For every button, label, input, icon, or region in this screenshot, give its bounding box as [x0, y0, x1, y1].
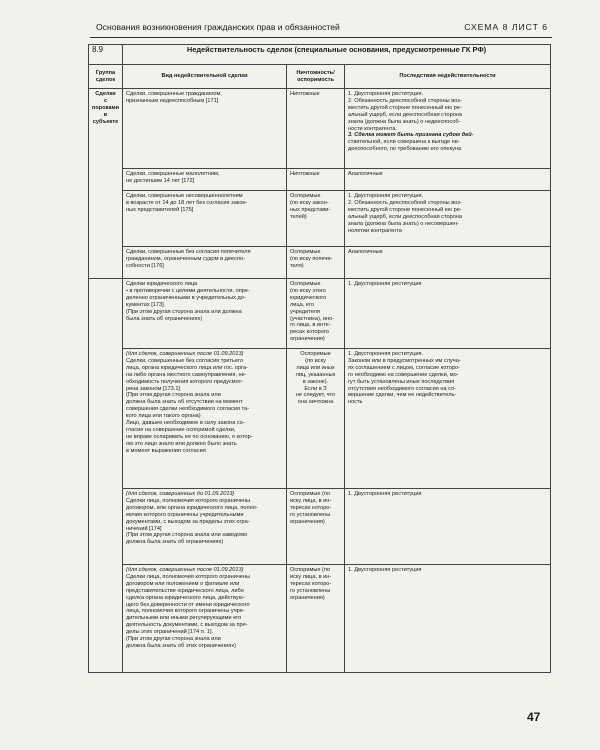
- table-row: [89, 89, 551, 169]
- consequences: Аналогичные: [345, 169, 551, 191]
- page-number: 47: [527, 710, 541, 724]
- nullity-status: Ничтожные: [287, 169, 345, 191]
- nullity-status: Оспоримые (по иску попечи- теля): [287, 247, 345, 279]
- table-title: Недействительность сделок (специальные основания, предусмотренные ГК РФ): [123, 45, 551, 65]
- nullity-status: Оспоримые (по иску лица, в ин- тересах которо- го установлены ограничения): [287, 489, 345, 565]
- transaction-type: Сделки, совершенные несовершеннолетним в возрасте от 14 до 18 лет без согласия закон- ных представителей [175]: [123, 191, 287, 247]
- table-row: [89, 279, 551, 349]
- nullity-status: Ничтожные: [287, 89, 345, 169]
- transaction-type: (для сделок, совершенных после 01.09.2013) Сделки, совершенные без согласия третьего лица, органа юридического лица или гос. орга- на либо органа местного самоуправления, не- обходимость получения которого предусмот- рена законом [173.1] (При этом другая сторона знала или должна была знать об отсутствии на момент совершения сделки необходимого согласия та- кого лица или такого органа) Лицо, давшее необходимое в силу закона со- гласие на совершение оспоримой сделки, не вправе оспаривать ее по основанию, о котор- ом это лицо знало или должно было знать в момент выражения согласия: [123, 349, 287, 489]
- consequences: 1. Двусторонняя реституция: [345, 279, 551, 349]
- nullity-status: Оспоримые (по иску лица или иных лиц, указанных в законе). Если в З не следует, что она ничтожна: [287, 349, 345, 489]
- consequences: Аналогичные: [345, 247, 551, 279]
- table-row: [89, 565, 551, 673]
- nullity-status: Оспоримые (по иску закон- ных представи- телей): [287, 191, 345, 247]
- transaction-type: Сделки, совершенные гражданином, признанным недееспособным [171]: [123, 89, 287, 169]
- consequences: 1. Двусторонняя реституция. 2. Обязанность дееспособной стороны воз- местить другой стороне понесенный ею ре- альный ущерб, если дееспособная сторона знала (должна была знать) о недееспособ- ности контрагента. 3. Сделка может быть признана судом дей- ствительной, если совершена к выгоде не- дееспособного, по требованию его опекуна: [345, 89, 551, 169]
- col-header-group: Группа сделок: [89, 65, 123, 89]
- header-rule: [90, 37, 552, 38]
- table-row: [89, 489, 551, 565]
- running-head-scheme: СХЕМА 8 ЛИСТ 6: [464, 22, 548, 32]
- nullity-status: Оспоримые (по иску этого юридического лица, его учредителя (участника), ино- го лица, в инте- ресах которого ограничения): [287, 279, 345, 349]
- transaction-type: (для сделок, совершенных до 01.09.2013) Сделки лица, полномочия которого ограничены договором, или органа юридического лица, полно- мочия которого ограничены учредительными документами, с выходом за пределы этих огра- ничений [174] (При этом другая сторона знала или заведомо должна была знать об ограничениях): [123, 489, 287, 565]
- table-number: 8.9: [89, 45, 123, 65]
- running-head-title: Основания возникновения гражданских прав и обязанностей: [96, 22, 340, 32]
- consequences: 1. Двусторонняя реституция. 2. Обязанность дееспособной стороны воз- местить другой стороне понесенный ею ре- альный ущерб, если дееспособная сторона знала (должна была знать) о несовершен- нолетии контрагента: [345, 191, 551, 247]
- column-header-row: [89, 65, 551, 89]
- transaction-type: Сделки, совершенные без согласия попечителя гражданином, ограниченным судом в дееспо- собности [176]: [123, 247, 287, 279]
- table-row: [89, 247, 551, 279]
- table-row: [89, 191, 551, 247]
- group-label-empty: [89, 279, 123, 673]
- transaction-type: Сделки, совершенные малолетним, не достигшим 14 лет [172]: [123, 169, 287, 191]
- col-header-status: Ничтожность/ оспоримость: [287, 65, 345, 89]
- consequences: 1. Двусторонняя реституция: [345, 489, 551, 565]
- transaction-type: Сделки юридического лица • в противоречии с целями деятельности, опре- деленно ограниченными в учредительных до- кументах [173]. (При этом другая сторона знала или должна была знать об ограничениях): [123, 279, 287, 349]
- group-label: Сделки с пороками в субъекте: [89, 89, 123, 279]
- table-row: [89, 169, 551, 191]
- transaction-type: (для сделок, совершенных после 01.09.2013) Сделки лица, полномочия которого ограничены договором или положением о филиале или представительстве юридического лица, либо сделка органа юридического лица, действую- щего без доверенности от имени юридического лица, полномочия которого ограничены учре- дительными или иными регулирующими его деятельность документами, с выходом за пре- делы этих ограничений [174 п. 1]. (При этом другая сторона знала или должна была знать об этих ограничениях): [123, 565, 287, 673]
- running-head: [96, 20, 548, 34]
- col-header-consequences: Последствия недействительности: [345, 65, 551, 89]
- table-title-row: [89, 45, 551, 65]
- consequences: 1. Двусторонняя реституция: [345, 565, 551, 673]
- consequences: 1. Двусторонняя реституция. Законом или в предусмотренных им случа- ях соглашением с лицом, согласие которо- го необходимо на совершение сделки, мо- гут быть установлены иные последствия отсутствия необходимого согласия на со- вершение сделки, чем ее недействитель- ность: [345, 349, 551, 489]
- col-header-type: Вид недействительной сделки: [123, 65, 287, 89]
- nullity-status: Оспоримые (по иску лица, в ин- тересах которо- го установлены ограничения): [287, 565, 345, 673]
- table-row: [89, 349, 551, 489]
- schema-table: [88, 44, 551, 673]
